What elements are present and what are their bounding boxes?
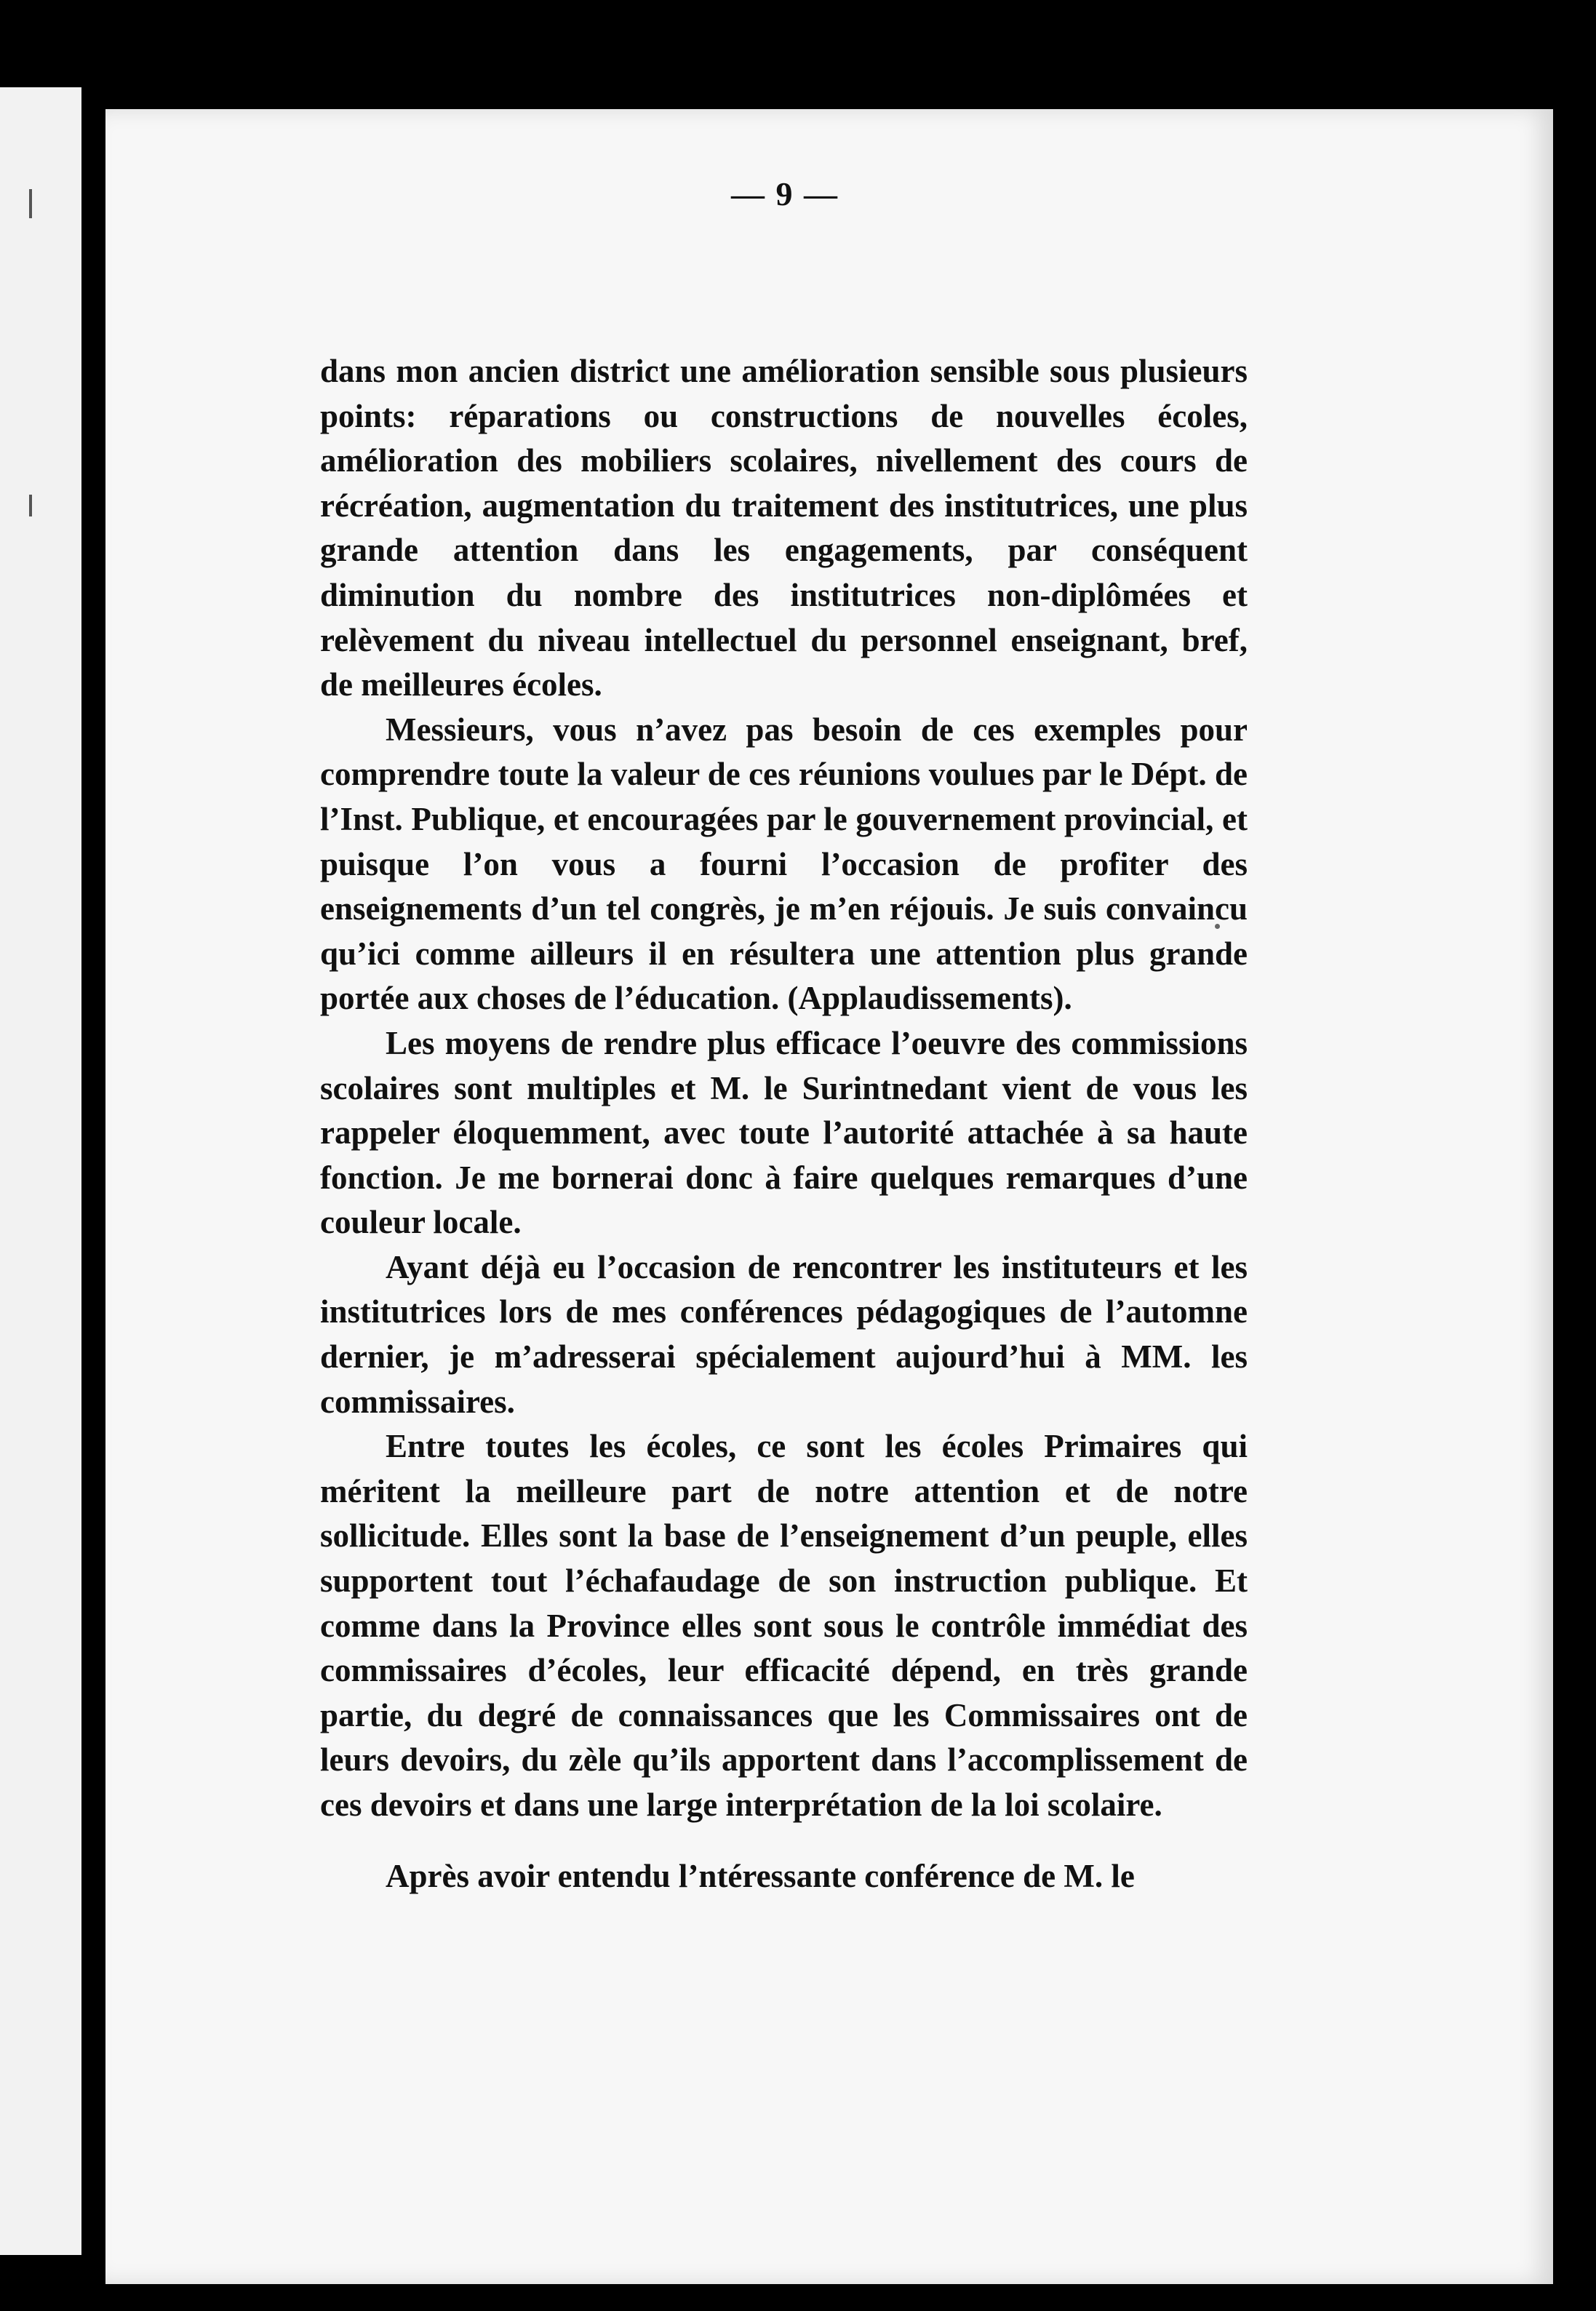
body-text — [320, 349, 1248, 1899]
paragraph: Entre toutes les écoles, ce sont les écoles Primaires qui méritent la meilleure part de notre attention et de notre sollicitude. Elles sont la base de l’enseignement d’un peuple, elles supportent tout l’échafaudage de son instruction publique. Et comme dans la Province elles sont sous le contrôle immédiat des commissaires d’écoles, leur efficacité dépend, en très grande partie, du degré de connaissances que les Commissaires ont de leurs devoirs, du zèle qu’ils apportent dans l’accomplissement de ces devoirs et dans une large interprétation de la loi scolaire. — [320, 1428, 1248, 1823]
facing-page-edge — [0, 87, 81, 2255]
paragraph: Après avoir entendu l’ntéressante conférence de M. le — [386, 1857, 1135, 1894]
paragraph: Les moyens de rendre plus efficace l’oeuvre des commissions scolaires sont multiples et M. le Surintnedant vient de vous les rappeler éloquemment, avec toute l’autorité attachée à sa haute fonction. Je me bornerai donc à faire quelques remarques d’une couleur locale. — [320, 1024, 1248, 1241]
paragraph: Messieurs, vous n’avez pas besoin de ces exemples pour comprendre toute la valeur de ces réunions voulues par le Dépt. de l’Inst. Publique, et encouragées par le gouvernement provincial, et puisque l’on vous a fourni l’occasion de profiter des enseignements d’un tel congrès, je m’en réjouis. Je suis convaincu qu’ici comme ailleurs il en résultera une attention plus grande portée aux choses de l’éducation. (Applaudissements). — [320, 711, 1248, 1017]
paragraph: dans mon ancien district une amélioration sensible sous plusieurs points: réparations ou constructions de nouvelles écoles, amélioration des mobiliers scolaires, nivellement des cours de récréation, augmentation du traitement des institutrices, une plus grande attention dans les engagements, par conséquent diminution du nombre des institutrices non-diplômées et relèvement du niveau intellectuel du personnel enseignant, bref, de meilleures écoles. — [320, 353, 1248, 703]
paragraph: Ayant déjà eu l’occasion de rencontrer les instituteurs et les institutrices lors de mes conférences pédagogiques de l’automne dernier, je m’adresserai spécialement aujourd’hui à MM. les commissaires. — [320, 1248, 1248, 1420]
edge-mark — [29, 189, 32, 218]
edge-mark — [29, 495, 32, 516]
page-number: — 9 — — [731, 175, 839, 212]
